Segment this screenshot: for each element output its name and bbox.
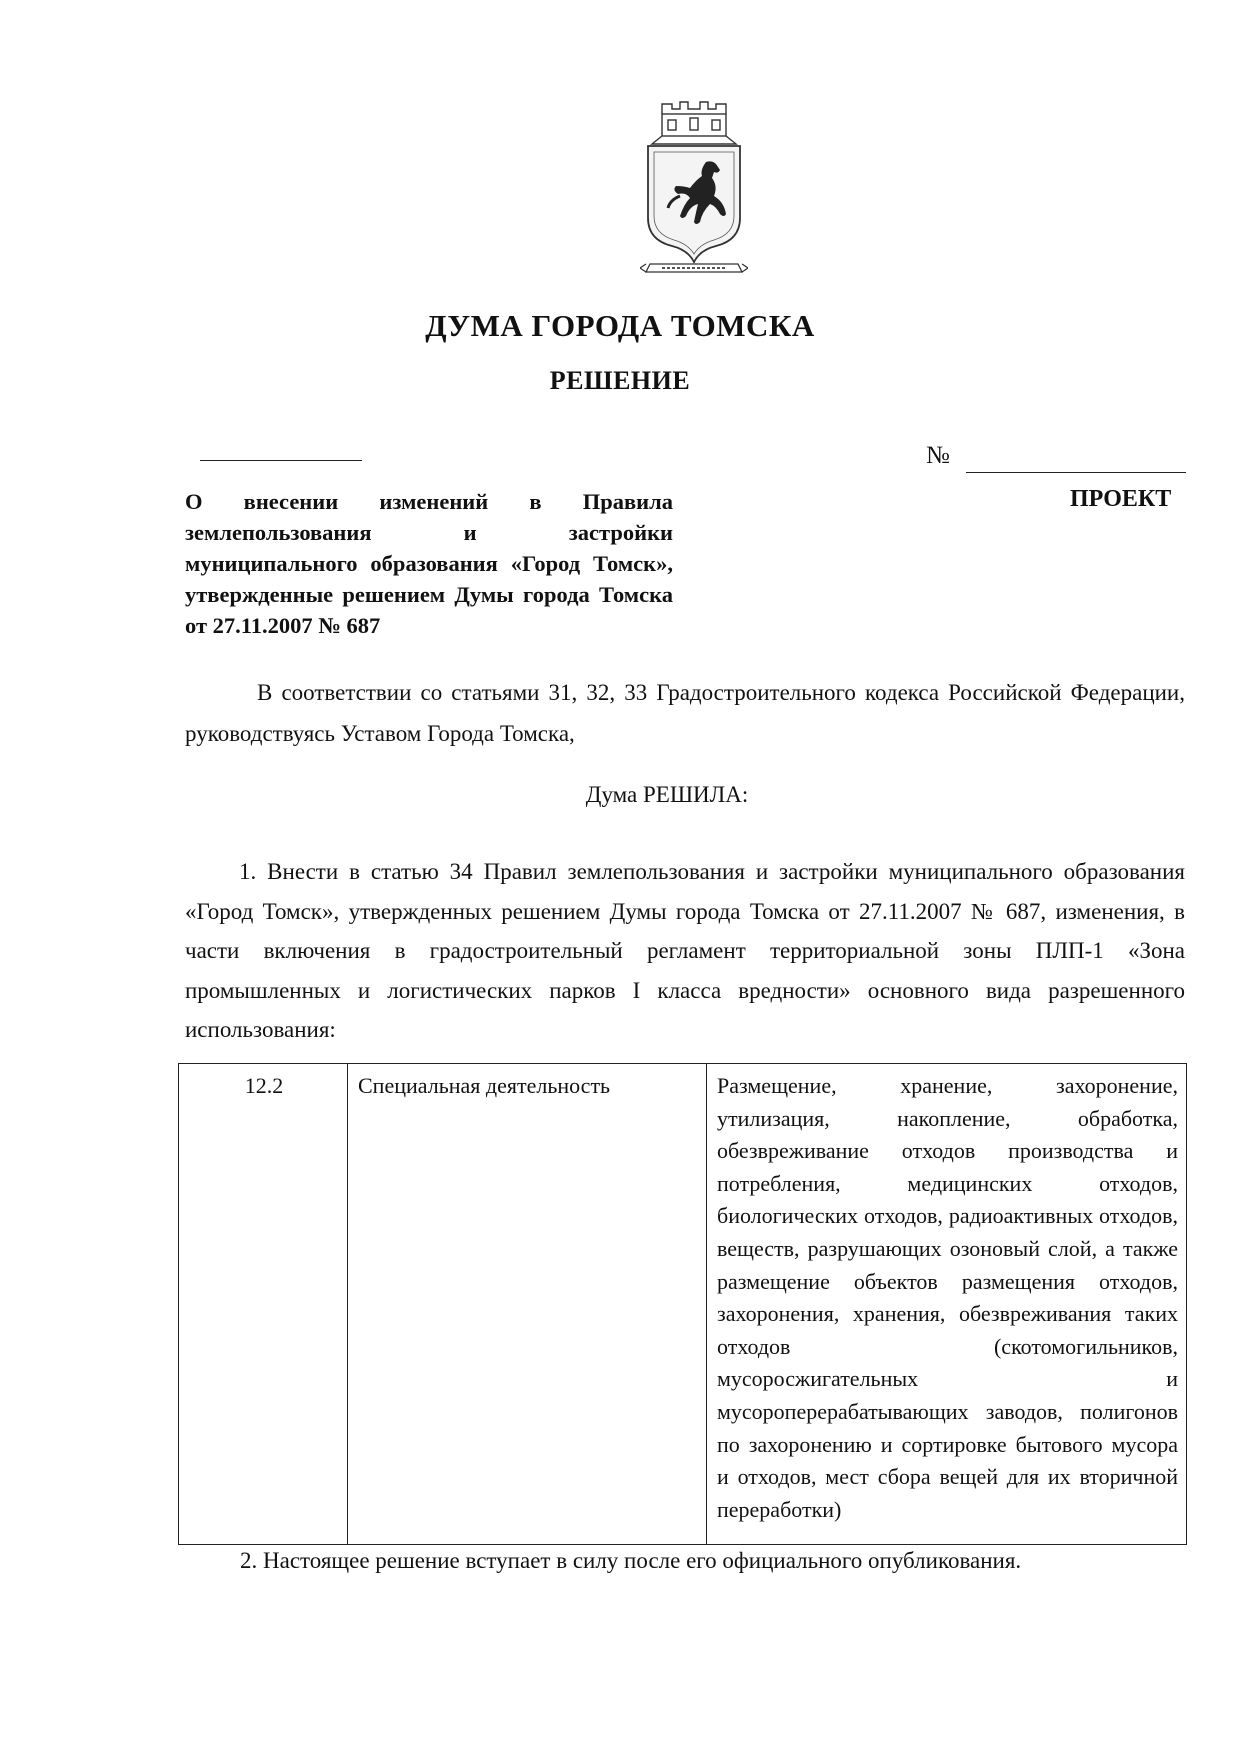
item-1-paragraph: 1. Внести в статью 34 Правил землепользования и застройки муниципального образования «Город Томск», утвержденных решением Думы города Томска от 27.11.2007 № 687, изменения, в части включения в градостроительный регламент территориальной зоны ПЛП-1 «Зона промышленных и логистических парков I класса вредности» основного вида разрешенного использования: (185, 859, 1185, 1042)
land-use-description-cell: Размещение, хранение, захоронение, утилизация, накопление, обработка, обезвреживание отходов производства и потребления, медицинских отходов, биологических отходов, радиоактивных отходов, веществ, разрушающих озоновый слой, а также размещение объектов размещения отходов, захоронения, хранения, обезвреживания таких отходов (скотомогильников, мусоросжигательных и мусороперерабатывающих заводов, полигонов по захоронению и сортировке бытового мусора и отходов, мест сбора вещей для их вторичной переработки) (707, 1064, 1187, 1545)
organization-title: ДУМА ГОРОДА ТОМСКА (425, 308, 815, 343)
date-blank-line (200, 460, 362, 461)
land-use-name-cell: Специальная деятельность (348, 1064, 707, 1545)
land-use-code-cell: 12.2 (179, 1064, 348, 1545)
table-row (179, 1064, 1187, 1545)
decision-subject: О внесении изменений в Правила землепользования и застройки муниципального образования «Город Томск», утвержденные решением Думы города Томска от 27.11.2007 № 687 (185, 489, 673, 638)
item-2-paragraph: 2. Настоящее решение вступает в силу после его официального опубликования. (240, 1548, 1022, 1573)
document-type: РЕШЕНИЕ (549, 366, 691, 395)
ribbon-icon (640, 264, 748, 272)
decided-heading: Дума РЕШИЛА: (585, 782, 749, 807)
number-blank-line (966, 472, 1186, 473)
draft-label: ПРОЕКТ (1070, 486, 1172, 512)
number-label: № (926, 442, 950, 469)
tomsk-coat-of-arms-icon (640, 100, 748, 280)
preamble-paragraph: В соответствии со статьями 31, 32, 33 Градостроительного кодекса Российской Федерации, руководствуясь Уставом Города Томска, (185, 680, 1185, 746)
land-use-table (178, 1063, 1187, 1545)
crown-icon (652, 102, 736, 144)
